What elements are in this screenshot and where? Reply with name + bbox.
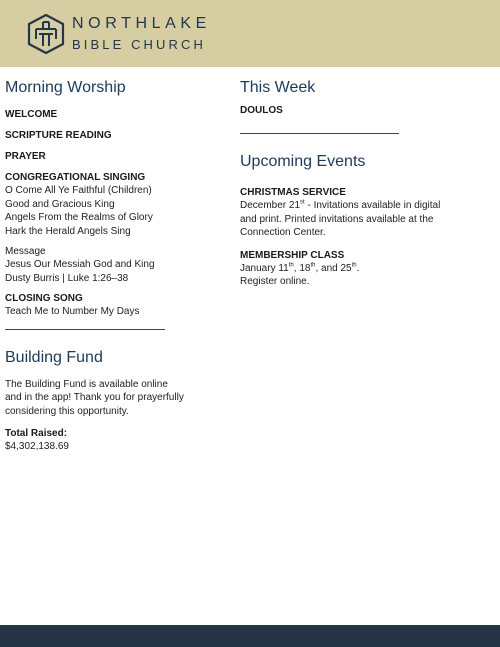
message-title: Jesus Our Messiah God and King — [5, 259, 155, 270]
total-raised-value: $4,302,138.69 — [5, 441, 69, 452]
church-name — [72, 14, 211, 54]
song-item: Hark the Herald Angels Sing — [5, 225, 131, 237]
fund-text-line: The Building Fund is available online — [5, 378, 168, 390]
left-column — [5, 78, 225, 454]
christmas-service-details-line3: Connection Center. — [240, 227, 326, 238]
singing-label: CONGREGATIONAL SINGING — [5, 172, 146, 183]
upcoming-events-heading: Upcoming Events — [240, 153, 366, 170]
church-name-line1: NORTHLAKE — [72, 15, 211, 32]
cross-shield-icon — [27, 14, 65, 54]
fund-text-line: and in the app! Thank you for prayerfully — [5, 392, 184, 403]
closing-song-label: CLOSING SONG — [5, 293, 83, 304]
song-item: Angels From the Realms of Glory — [5, 212, 153, 223]
doulos-label: DOULOS — [240, 105, 283, 116]
christmas-service-label: CHRISTMAS SERVICE — [240, 187, 346, 198]
membership-class-dates: January 11th, 18th, and 25th. — [240, 262, 360, 274]
footer-bar — [0, 625, 500, 647]
message-label: Message — [5, 246, 46, 257]
membership-register-text: Register online. — [240, 276, 310, 287]
message-speaker: Dusty Burris | Luke 1:26–38 — [5, 272, 129, 284]
fund-text-line: considering this opportunity. — [5, 405, 129, 417]
membership-class-label: MEMBERSHIP CLASS — [240, 249, 345, 261]
church-name-line2: BIBLE CHURCH — [72, 37, 206, 52]
building-fund-heading: Building Fund — [5, 348, 103, 366]
christmas-service-details: December 21st - Invitations available in digital — [240, 199, 441, 211]
right-column — [240, 78, 480, 289]
closing-song: Teach Me to Number My Days — [5, 306, 140, 317]
scripture-label: SCRIPTURE READING — [5, 130, 112, 141]
this-week-heading: This Week — [240, 79, 316, 96]
total-raised-label: Total Raised: — [5, 428, 68, 439]
morning-worship-heading: Morning Worship — [5, 79, 126, 96]
welcome-label: WELCOME — [5, 109, 58, 120]
prayer-label: PRAYER — [5, 151, 46, 162]
song-item: Good and Gracious King — [5, 198, 115, 210]
christmas-service-details-line2: and print. Printed invitations available at the — [240, 213, 434, 225]
song-item: O Come All Ye Faithful (Children) — [5, 185, 152, 196]
header-banner — [0, 0, 500, 67]
